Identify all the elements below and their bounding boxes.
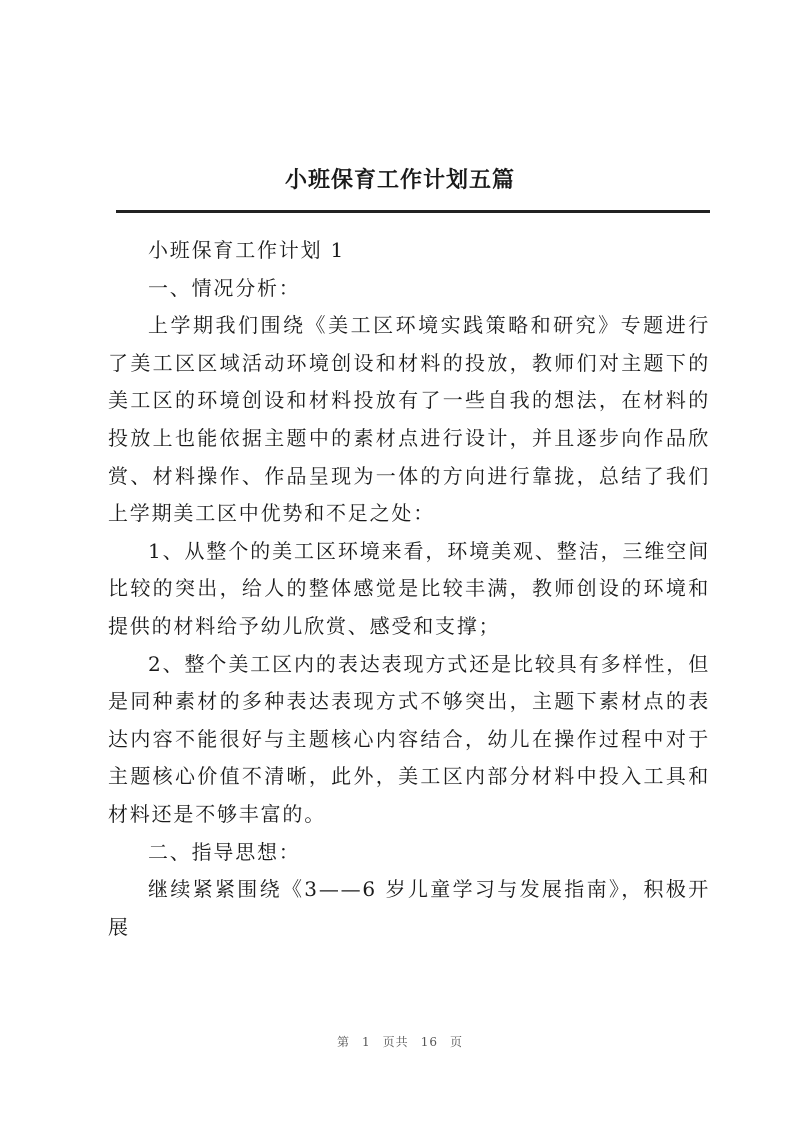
paragraph-heading-situation-analysis: 一、情况分析：	[148, 275, 301, 300]
page-label-mid: 页共	[382, 1035, 409, 1049]
paragraph-point-2: 2、整个美工区内的表达表现方式还是比较具有多样性，但是同种素材的多种表达表现方式不够突出，主题下素材点的表达内容不能很好与主题核心内容结合，幼儿在操作过程中对于主题核心价值不清晰，此外，美工区内部分材料中投入工具和材料还是不够丰富的。	[108, 651, 710, 826]
document-body	[108, 232, 710, 946]
page-number: 1	[362, 1035, 371, 1049]
paragraph-section-heading: 小班保育工作计划 1	[148, 238, 346, 262]
total-pages: 16	[420, 1035, 438, 1049]
page-label-prefix: 第	[337, 1035, 351, 1049]
title-divider	[116, 210, 710, 213]
page-footer	[0, 1033, 800, 1050]
paragraph-point-1: 1、从整个的美工区环境来看，环境美观、整洁，三维空间比较的突出，给人的整体感觉是比较丰满，教师创设的环境和提供的材料给予幼儿欣赏、感受和支撑；	[108, 538, 710, 638]
paragraph-heading-guiding-ideas: 二、指导思想：	[148, 839, 301, 864]
paragraph-body: 继续紧紧围绕《3——6 岁儿童学习与发展指南》，积极开展	[108, 877, 710, 939]
paragraph-body: 上学期我们围绕《美工区环境实践策略和研究》专题进行了美工区区域活动环境创设和材料的投放，教师们对主题下的美工区的环境创设和材料投放有了一些自我的想法，在材料的投放上也能依据主题中的素材点进行设计，并且逐步向作品欣赏、材料操作、作品呈现为一体的方向进行靠拢，总结了我们上学期美工区中优势和不足之处：	[108, 313, 710, 526]
page-label-suffix: 页	[449, 1035, 463, 1049]
document-title: 小班保育工作计划五篇	[284, 167, 515, 193]
